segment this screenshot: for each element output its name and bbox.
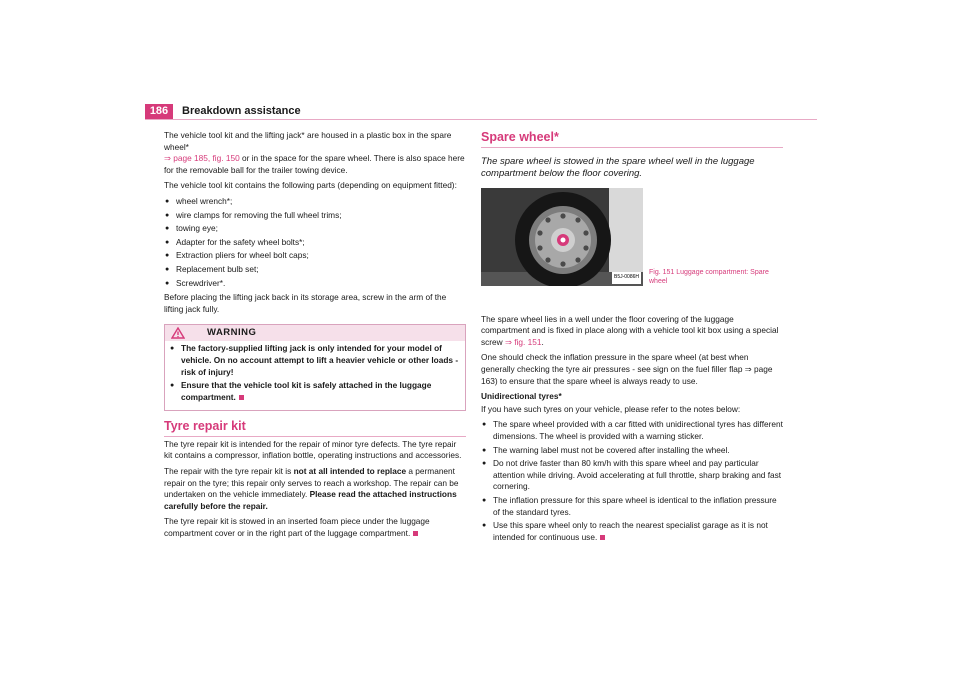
list-item: ● Adapter for the safety wheel bolts*;	[164, 237, 466, 249]
list-item: ● Ensure that the vehicle tool kit is safely attached in the luggage compartment.	[169, 380, 461, 403]
list-item: ● Screwdriver*.	[164, 278, 466, 290]
figure-code: B5J-0086H	[612, 272, 641, 284]
section-end-icon	[600, 535, 605, 540]
spare-wheel-paragraph: One should check the inflation pressure in the spare wheel (at best when generally checking the tyre air pressures - see sign on the fuel filler flap ⇒ page 163) to ensure that the spare wheel is always ready to use.	[481, 352, 773, 386]
tool-list	[164, 196, 466, 289]
warning-box	[164, 324, 466, 411]
list-item: ● wheel wrench*;	[164, 196, 466, 208]
figure-link[interactable]: ⇒ fig. 151	[504, 336, 542, 347]
list-item: ● Extraction pliers for wheel bolt caps;	[164, 250, 466, 262]
spare-wheel-illustration	[481, 188, 643, 286]
list-item: ● The inflation pressure for this spare wheel is identical to the inflation pressure of the standard tyres.	[481, 495, 783, 518]
intro-paragraph	[164, 130, 466, 176]
right-column	[481, 130, 783, 546]
section-end-icon	[239, 395, 244, 400]
list-item: ● towing eye;	[164, 223, 466, 235]
lead-text: The spare wheel is stowed in the spare wheel well in the luggage compartment below the floor covering.	[481, 155, 755, 179]
figure	[481, 188, 783, 306]
warning-header	[165, 325, 465, 341]
left-column	[164, 130, 466, 544]
list-item: ● The spare wheel provided with a car fitted with unidirectional tyres has different dimensions. The wheel is provided with a warning sticker.	[481, 419, 783, 442]
section-end-icon	[413, 531, 418, 536]
list-item: ● The warning label must not be covered after installing the wheel.	[481, 445, 783, 457]
spare-wheel-photo	[481, 188, 643, 286]
figure-caption: Fig. 151 Luggage compartment: Spare wheel	[649, 268, 769, 285]
list-item: ● Do not drive faster than 80 km/h with this spare wheel and pay particular attention while driving. Avoid accelerating at full throttle, sharp braking and fast cornering.	[481, 458, 783, 493]
spare-wheel-paragraph: If you have such tyres on your vehicle, please refer to the notes below:	[481, 403, 741, 414]
list-item: ● Replacement bulb set;	[164, 264, 466, 276]
intro-text: The vehicle tool kit and the lifting jack* are housed in a plastic box in the spare wheel*	[164, 130, 452, 152]
repair-kit-paragraph: The tyre repair kit is stowed in an inserted foam piece under the luggage compartment cover or in the right part of the luggage compartment.	[164, 516, 430, 539]
section-title: Breakdown assistance	[182, 105, 301, 117]
section-heading-spare-wheel: Spare wheel*	[481, 132, 783, 148]
repair-kit-paragraph: The repair with the tyre repair kit is not at all intended to replace a permanent repair on the tyre; this repair only serves to reach a workshop. The repair can be undertaken on the vehicle immediately. Please read the attached instructions carefully before the repair.	[164, 466, 459, 511]
header-rule	[145, 119, 817, 120]
warning-list	[169, 343, 461, 403]
warning-triangle-icon	[171, 327, 185, 339]
jack-note: Before placing the lifting jack back in its storage area, screw in the arm of the lifting jack fully.	[164, 292, 447, 314]
subheading-unidirectional: Unidirectional tyres*	[481, 391, 562, 402]
intro-text-tail: or in the space for the spare wheel. There is also space here for the removable ball for the trailer towing device.	[164, 153, 465, 175]
section-heading-tyre-repair-kit: Tyre repair kit	[164, 421, 466, 437]
page-link[interactable]: ⇒ page 185, fig. 150	[164, 153, 240, 164]
spare-wheel-paragraph: The spare wheel lies in a well under the floor covering of the luggage compartment and is fixed in place along with a vehicle tool kit box using a special screw ⇒ fig. 151.	[481, 313, 779, 347]
contents-intro: The vehicle tool kit contains the following parts (depending on equipment fitted):	[164, 180, 457, 191]
page-number: 186	[145, 104, 173, 119]
list-item: ● Use this spare wheel only to reach the nearest specialist garage as it is not intended for continuous use.	[481, 520, 783, 543]
list-item: ● wire clamps for removing the full wheel trims;	[164, 210, 466, 222]
unidirectional-list	[481, 419, 783, 543]
repair-kit-paragraph: The tyre repair kit is intended for the repair of minor tyre defects. The tyre repair kit contains a compressor, inflation bottle, operating instructions and accessories.	[164, 438, 462, 461]
list-item: ● The factory-supplied lifting jack is only intended for your model of vehicle. On no account attempt to lift a heavier vehicle or other loads - risk of injury!	[169, 343, 461, 378]
warning-title: WARNING	[207, 327, 257, 339]
